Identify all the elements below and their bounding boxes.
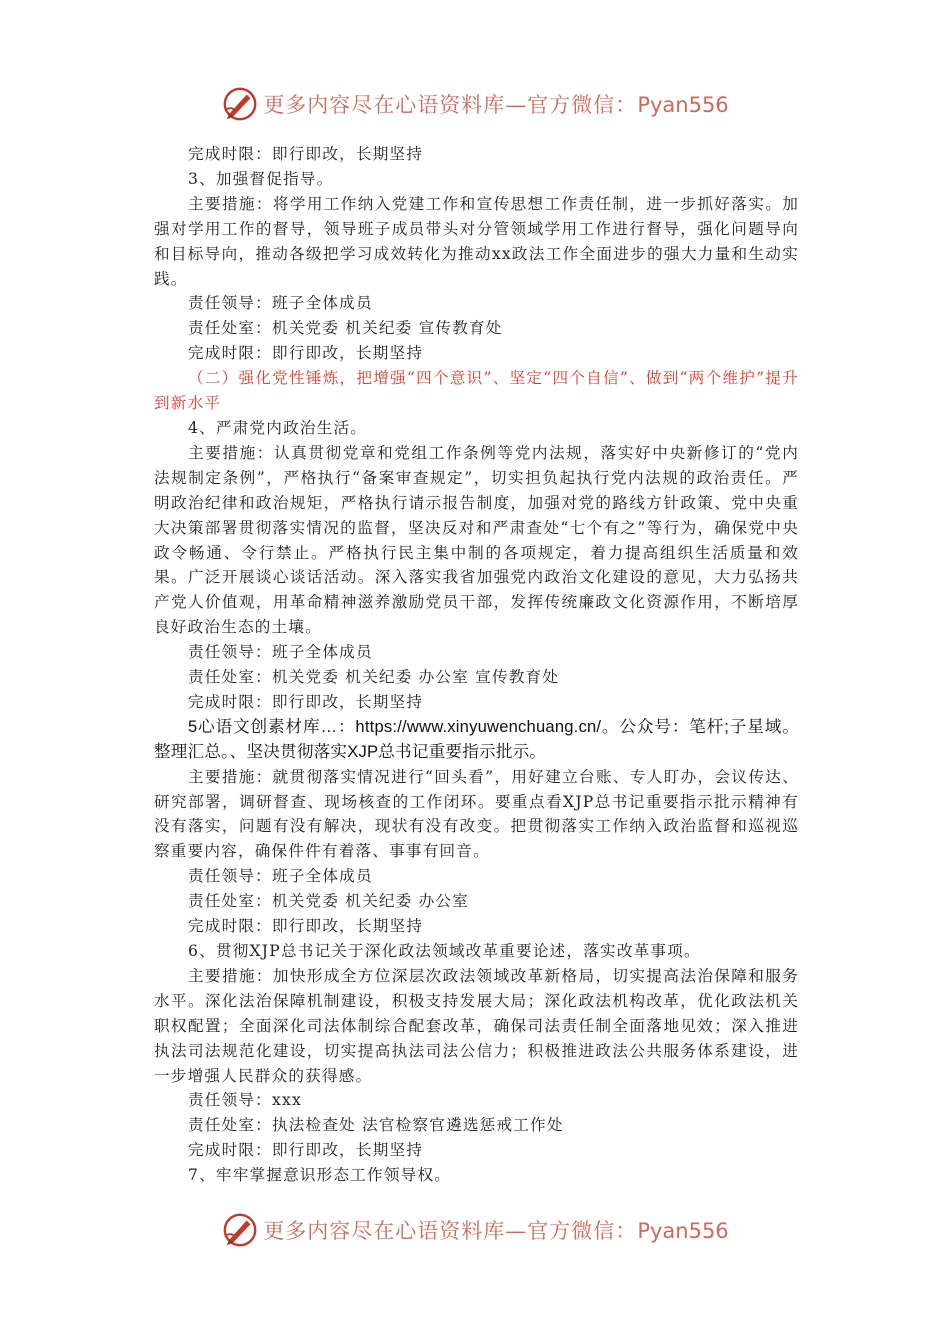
pen-logo-icon	[221, 1211, 259, 1249]
paragraph: 主要措施：将学用工作纳入党建工作和宣传思想工作责任制，进一步抓好落实。加强对学用工作的督导，领导班子成员带头对分管领域学用工作进行督导，强化问题导向和目标导向，推动各级把学习成效转化为推动xx政法工作全面进步的强大力量和生动实践。	[154, 194, 799, 288]
paragraph: 完成时限：即行即改，长期坚持	[188, 145, 424, 163]
banner-wechat-id: Pyan556	[637, 1219, 729, 1243]
banner-label: 更多内容尽在心语资料库—官方微信：	[263, 93, 638, 117]
document-body	[154, 142, 799, 1188]
paragraph: 责任处室：机关党委 机关纪委 办公室	[188, 892, 470, 911]
paragraph: 责任处室：机关党委 机关纪委 办公室 宣传教育处	[188, 668, 560, 687]
header-banner	[0, 82, 950, 126]
paragraph: （二）强化党性锤炼，把增强“四个意识”、坚定“四个自信”、做到“两个维护”提升到新水平	[154, 369, 799, 413]
paragraph: 责任领导：班子全体成员	[188, 643, 373, 662]
paragraph: 责任处室：机关党委 机关纪委 宣传教育处	[188, 319, 503, 338]
banner-label: 更多内容尽在心语资料库—官方微信：	[263, 1219, 638, 1243]
paragraph: 7、牢牢掌握意识形态工作领导权。	[188, 1166, 452, 1185]
banner-text	[263, 89, 728, 119]
paragraph: 责任领导：班子全体成员	[188, 294, 373, 313]
pen-logo-icon	[221, 85, 259, 123]
paragraph: 3、加强督促指导。	[188, 169, 334, 188]
paragraph: 6、贯彻XJP总书记关于深化政法领域改革重要论述，落实改革事项。	[188, 942, 701, 960]
paragraph: 5心语文创素材库…：https://www.xinyuwenchuang.cn/。公众号：笔杆;子星域。整理汇总。、坚决贯彻落实XJP总书记重要指示批示。	[154, 716, 799, 761]
paragraph: 主要措施：就贯彻落实情况进行“回头看”，用好建立台账、专人盯办，会议传达、研究部署，调研督查、现场核查的工作闭环。要重点看XJP总书记重要指示批示精神有没有落实，问题有没有解决，现状有没有改变。把贯彻落实工作纳入政治监督和巡视巡察重要内容，确保件件有着落、事事有回音。	[154, 767, 799, 861]
paragraph: 完成时限：即行即改，长期坚持	[188, 692, 424, 711]
paragraph: 完成时限：即行即改，长期坚持	[188, 344, 424, 363]
paragraph: 责任领导：班子全体成员	[188, 867, 373, 886]
paragraph: 责任处室：执法检查处 法官检察官遴选惩戒工作处	[188, 1116, 564, 1135]
footer-banner	[0, 1208, 950, 1252]
banner-text	[263, 1215, 728, 1245]
paragraph: 完成时限：即行即改，长期坚持	[188, 1141, 424, 1160]
paragraph: 4、严肃党内政治生活。	[188, 418, 368, 437]
paragraph: 主要措施：加快形成全方位深层次政法领域改革新格局，切实提高法治保障和服务水平。深化法治保障机制建设，积极支持发展大局；深化政法机构改革，优化政法机关职权配置；全面深化司法体制综合配套改革，确保司法责任制全面落地见效；深入推进执法司法规范化建设，切实提高执法司法公信力；积极推进政法公共服务体系建设，进一步增强人民群众的获得感。	[154, 966, 799, 1085]
banner-wechat-id: Pyan556	[637, 93, 729, 117]
paragraph: 完成时限：即行即改，长期坚持	[188, 917, 424, 936]
paragraph: 主要措施：认真贯彻党章和党组工作条例等党内法规，落实好中央新修订的“党内法规制定条例”，严格执行“备案审查规定”，切实担负起执行党内法规的政治责任。严明政治纪律和政治规矩，严格执行请示报告制度，加强对党的路线方针政策、党中央重大决策部署贯彻落实情况的监督，坚决反对和严肃查处“七个有之”等行为，确保党中央政令畅通、令行禁止。严格执行民主集中制的各项规定，着力提高组织生活质量和效果。广泛开展谈心谈话活动。深入落实我省加强党内政治文化建设的意见，大力弘扬共产党人价值观，用革命精神滋养激励党员干部，发挥传统廉政文化资源作用，不断培厚良好政治生态的土壤。	[154, 443, 799, 637]
paragraph: 责任领导：xxx	[188, 1091, 302, 1110]
